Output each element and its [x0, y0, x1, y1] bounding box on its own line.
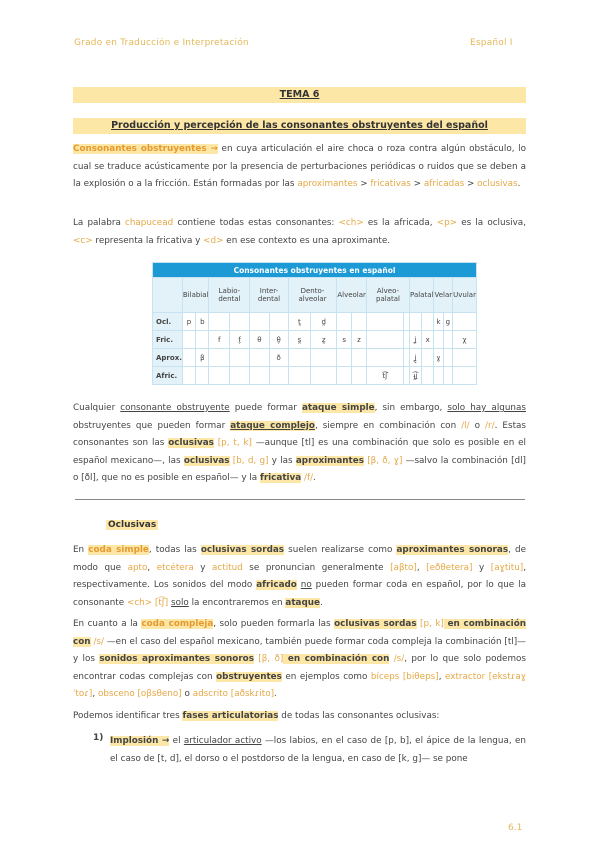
- table-cell: [337, 349, 352, 367]
- p-text: , por lo que solo podemos encontrar codas complejas con: [73, 654, 526, 682]
- phon: [aβto]: [390, 562, 417, 573]
- list-number: 1): [93, 733, 104, 743]
- table-cell: t̪: [288, 313, 310, 331]
- course-title: Grado en Traducción e Interpretación: [74, 38, 249, 48]
- ataque-paragraph: [73, 400, 526, 488]
- p-text: pueden formar coda en español, por lo que la consonante: [73, 580, 526, 608]
- col-header: Alveolar: [337, 278, 367, 313]
- p-text: —los labios, en el caso de [p, b], el ápice de la lengua, en el caso de [t, d], el dorso o el postdorso de la lengua, en caso de [k, g]— se pone: [110, 736, 526, 764]
- orange-term: coda compleja: [141, 619, 214, 629]
- bold-highlight: ataque complejo: [230, 420, 315, 431]
- fases-paragraph: [73, 708, 526, 726]
- row-label: Afric.: [153, 367, 183, 385]
- example: actitud: [212, 562, 243, 573]
- table-cell: [366, 331, 403, 349]
- table-cell: θ̬: [269, 331, 288, 349]
- table-cell: θ: [250, 331, 269, 349]
- intro-text: en cuya articulación el aire choca o roza contra algún obstáculo, lo cual se traduce acústicamente por la presencia de perturbaciones periódicas o ruidos que se deben a la explosión o a la fricción. Están formadas por las: [73, 144, 526, 189]
- topic-band: [73, 87, 526, 103]
- orange-term: coda simple: [88, 545, 149, 555]
- bold-highlight: oclusivas: [168, 438, 214, 448]
- phon: [p, t, k]: [213, 438, 252, 448]
- bold-highlight: africado: [256, 580, 297, 590]
- p-text: .: [320, 597, 323, 608]
- table-cell: [250, 349, 269, 367]
- table-cell: [288, 367, 310, 385]
- p-text: En cuanto a la: [73, 619, 142, 629]
- bold-highlight: oclusivas sordas: [334, 619, 417, 629]
- phon: [β, ð, ɣ]: [363, 455, 403, 466]
- p-text: Podemos identificar tres: [73, 711, 183, 721]
- table-cell: [182, 331, 195, 349]
- bold-highlight: ataque simple: [301, 403, 375, 413]
- table-cell: [337, 367, 352, 385]
- bold-highlight: fricativa: [260, 473, 302, 483]
- table-cell: [288, 349, 310, 367]
- p-text: ,: [438, 671, 446, 682]
- p-text: de todas las consonantes oclusivas:: [278, 711, 440, 721]
- underline-text: solo hay algunas: [447, 403, 526, 413]
- table-cell: [422, 313, 434, 331]
- table-cell: [182, 349, 195, 367]
- table-cell: [352, 349, 367, 367]
- bold-highlight: obstruyentes: [216, 671, 282, 682]
- phon: [b, d, g]: [229, 455, 269, 466]
- p-text: , respectivamente. Los sonidos del modo: [73, 562, 527, 590]
- p-text: ,: [147, 562, 157, 573]
- phon: /s/: [389, 654, 405, 664]
- example-sym: <d>: [203, 235, 224, 246]
- example: adscrito [aðskɾito]: [192, 689, 275, 699]
- p-text: la encontraremos en: [188, 597, 286, 608]
- corner-cell: [153, 278, 183, 313]
- title-band: [73, 118, 526, 134]
- list-item: [110, 733, 526, 768]
- example: <ch> [t͡ʃ]: [126, 597, 169, 608]
- table-cell: x: [422, 331, 434, 349]
- table-cell: ð: [269, 349, 288, 367]
- table-cell: [443, 367, 453, 385]
- table-cell: [229, 349, 249, 367]
- table-cell: [337, 313, 352, 331]
- table-cell: b: [196, 313, 209, 331]
- table-caption: Consonantes obstruyentes en español: [153, 263, 477, 278]
- p-text: y: [472, 562, 491, 573]
- table-cell: [352, 367, 367, 385]
- table-cell: [269, 313, 288, 331]
- example: apto: [127, 562, 148, 573]
- p-text: En: [73, 545, 89, 555]
- col-header: Velar: [434, 278, 453, 313]
- table-cell: [453, 313, 477, 331]
- table-cell: s̪: [288, 331, 310, 349]
- class-fricativas: fricativas: [370, 179, 411, 189]
- bold-highlight: aproximantes sonoras: [396, 545, 509, 555]
- phon: [p, k]: [416, 619, 444, 629]
- example: bíceps [biθeps]: [370, 671, 439, 682]
- p-text: —en el caso del español mexicano, también puede formar coda compleja la combinación [tl]— y los: [73, 636, 526, 664]
- bold-highlight: aproximantes: [295, 455, 364, 466]
- table-cell: [182, 367, 195, 385]
- phon: [β, ð]: [253, 654, 284, 664]
- p-text: ,: [416, 562, 427, 573]
- bold-highlight: oclusivas sordas: [200, 545, 285, 555]
- p-text: , solo pueden formarla las: [213, 619, 335, 629]
- row-label: Ocl.: [153, 313, 183, 331]
- p-text: puede formar: [229, 403, 302, 413]
- table-cell: [229, 367, 249, 385]
- table-cell: [229, 313, 249, 331]
- table-cell: p: [182, 313, 195, 331]
- col-header: Alveo-palatal: [366, 278, 409, 313]
- bold-highlight: en combinación con: [283, 654, 390, 664]
- term-highlight: Consonantes obstruyentes →: [73, 144, 218, 154]
- class-africadas: africadas: [423, 179, 465, 189]
- col-header: Inter-dental: [250, 278, 288, 313]
- topic-label: TEMA 6: [279, 89, 320, 100]
- table-cell: f: [209, 331, 229, 349]
- example-sym: <ch>: [338, 218, 364, 228]
- table-row: [153, 331, 477, 349]
- table-cell: [434, 367, 443, 385]
- example-paragraph: [73, 215, 526, 250]
- coda-compleja-paragraph: [73, 616, 526, 704]
- bold-highlight: ataque: [285, 597, 321, 608]
- intro-end: .: [517, 179, 521, 189]
- table-cell: [443, 349, 453, 367]
- table-cell: ʝ: [410, 331, 422, 349]
- table-cell: ɣ: [434, 349, 443, 367]
- p-text: , sin embargo,: [374, 403, 448, 413]
- p-text: suelen realizarse como: [284, 545, 397, 555]
- gt-1: >: [357, 179, 371, 189]
- bold-highlight: oclusivas: [183, 455, 230, 466]
- table-cell: [250, 367, 269, 385]
- p-text: , todas las: [148, 545, 201, 555]
- divider: [75, 499, 525, 500]
- table-cell: k: [434, 313, 443, 331]
- class-aproximantes: aproximantes: [297, 179, 358, 189]
- p-text: .: [313, 473, 316, 483]
- p-text: o: [181, 689, 193, 699]
- table-cell: [311, 349, 337, 367]
- example-word: chapucead: [125, 218, 174, 228]
- underline-text: no: [300, 580, 312, 590]
- bold-highlight: en combinación con: [73, 619, 527, 647]
- gt-3: >: [464, 179, 478, 189]
- ex-text: representa la fricativa y: [92, 235, 204, 246]
- p-text: —salvo la combinación [dl] o [ðl], que no es posible en español— y la: [73, 455, 526, 483]
- table-cell: ɟ͡ʝ: [410, 367, 422, 385]
- p-text: ,: [92, 689, 98, 699]
- phon: /l/: [461, 420, 470, 431]
- example-sym: <c>: [73, 235, 93, 246]
- table-cell: [269, 367, 288, 385]
- bold-highlight: Implosión →: [110, 736, 170, 746]
- table-cell: [422, 349, 434, 367]
- ex-text: es la oclusiva,: [457, 218, 526, 228]
- col-header: Bilabial: [182, 278, 209, 313]
- p-text: se pronuncian generalmente: [242, 562, 391, 573]
- row-label: Aprox.: [153, 349, 183, 367]
- ex-text: contiene todas estas consonantes:: [173, 218, 339, 228]
- table-cell: [209, 349, 229, 367]
- ex-text: La palabra: [73, 218, 125, 228]
- underline-text: consonante obstruyente: [120, 403, 230, 413]
- phon: /s/: [90, 636, 104, 647]
- table-cell: [422, 367, 434, 385]
- table-cell: β: [196, 349, 209, 367]
- bold-highlight: fases articulatorias: [182, 711, 279, 721]
- coda-simple-paragraph: [73, 542, 526, 612]
- table-cell: z: [352, 331, 367, 349]
- col-header: Dento-alveolar: [288, 278, 337, 313]
- table-cell: [453, 367, 477, 385]
- p-text: .: [274, 689, 277, 699]
- table-cell: f̬: [229, 331, 249, 349]
- table-row: [153, 349, 477, 367]
- gt-2: >: [410, 179, 424, 189]
- col-header: Labio-dental: [209, 278, 250, 313]
- table-cell: [311, 367, 337, 385]
- table-cell: s: [337, 331, 352, 349]
- table-cell: [434, 331, 443, 349]
- class-oclusivas: oclusivas: [477, 179, 518, 189]
- consonant-table: [152, 262, 477, 385]
- table-row: [153, 367, 477, 385]
- table-cell: [209, 367, 229, 385]
- ex-text: en ese contexto es una aproximante.: [223, 235, 391, 246]
- p-text: o: [469, 420, 486, 431]
- table-cell: [352, 313, 367, 331]
- table-cell: t͡ʃ: [366, 367, 403, 385]
- table-cell: χ: [453, 331, 477, 349]
- p-text: Cualquier: [73, 403, 121, 413]
- table-cell: z̪: [311, 331, 337, 349]
- table-cell: [196, 367, 209, 385]
- example: etcétera: [156, 562, 194, 573]
- p-text: , siempre en combinación con: [314, 420, 462, 431]
- table-row: [153, 313, 477, 331]
- subject-title: Español I: [470, 38, 513, 48]
- p-text: obstruyentes que pueden formar: [73, 420, 231, 431]
- p-text: —aunque [tl] es una combinación que solo es posible en el español mexicano—, las: [73, 438, 526, 466]
- p-text: y: [193, 562, 213, 573]
- section-heading: Oclusivas: [108, 520, 157, 530]
- underline-text: solo: [170, 597, 189, 608]
- page-title: Producción y percepción de las consonantes obstruyentes del español: [111, 120, 488, 131]
- intro-paragraph: [73, 141, 526, 194]
- phon: [eðθetera]: [426, 562, 473, 573]
- col-header: Uvular: [453, 278, 477, 313]
- p-text: , de modo que: [73, 545, 526, 573]
- table-cell: [196, 331, 209, 349]
- table-cell: [209, 313, 229, 331]
- table-cell: d̪: [311, 313, 337, 331]
- table-cell: g: [443, 313, 453, 331]
- col-header: Palatal: [410, 278, 434, 313]
- row-label: Fric.: [153, 331, 183, 349]
- phon: [aɣtitu]: [490, 562, 524, 573]
- p-text: . Estas consonantes son las: [73, 420, 526, 448]
- p-text: en ejemplos como: [281, 671, 371, 682]
- table-cell: [250, 313, 269, 331]
- p-text: y las: [268, 455, 296, 466]
- table-cell: [366, 349, 403, 367]
- table-cell: ʝ̞: [410, 349, 422, 367]
- phon: /f/: [301, 473, 314, 483]
- table-cell: [366, 313, 403, 331]
- phon: /r/: [485, 420, 495, 431]
- page-number: 6.1: [508, 823, 523, 833]
- table-cell: [453, 349, 477, 367]
- ex-text: es la africada,: [363, 218, 437, 228]
- bold-highlight: sonidos aproximantes sonoros: [99, 654, 254, 664]
- underline-text: articulador activo: [183, 736, 262, 746]
- example-sym: <p>: [436, 218, 458, 228]
- table-cell: [410, 313, 422, 331]
- example: extractor [ekstɾaɣˈtoɾ]: [73, 671, 526, 699]
- example: obsceno [oβsθeno]: [97, 689, 182, 699]
- table-cell: [443, 331, 453, 349]
- p-text: el: [169, 736, 184, 746]
